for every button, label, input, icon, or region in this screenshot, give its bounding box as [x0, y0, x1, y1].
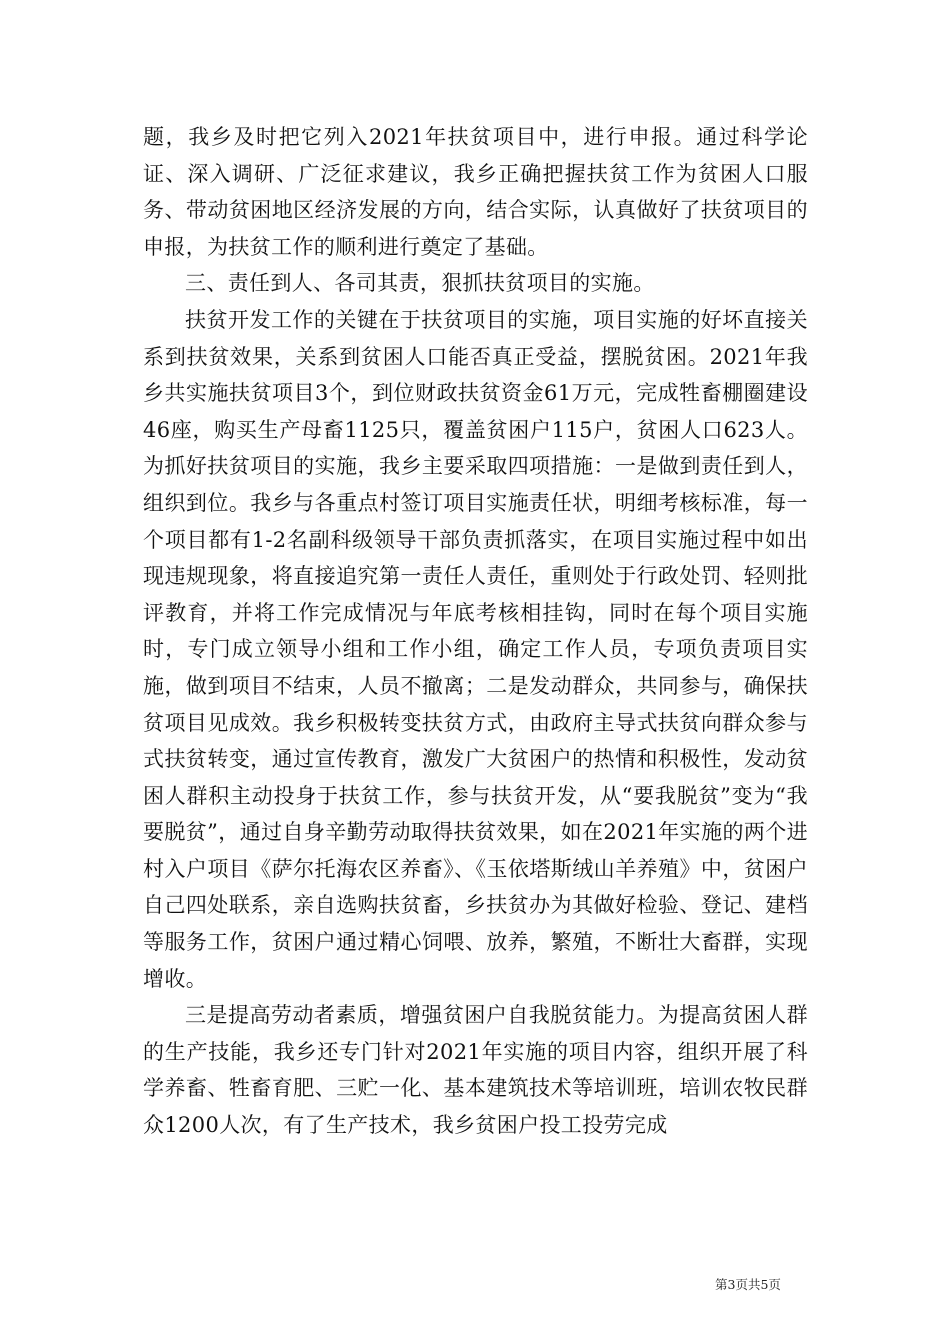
document-body [143, 119, 808, 1144]
paragraph-continuation: 题，我乡及时把它列入2021年扶贫项目中，进行申报。通过科学论证、深入调研、广泛征求建议，我乡正确把握扶贫工作为贫困人口服务、带动贫困地区经济发展的方向，结合实际，认真做好了扶贫项目的申报，为扶贫工作的顺利进行奠定了基础。 [143, 125, 808, 259]
paragraph-project-implementation: 扶贫开发工作的关键在于扶贫项目的实施，项目实施的好坏直接关系到扶贫效果，关系到贫困人口能否真正受益，摆脱贫困。2021年我乡共实施扶贫项目3个，到位财政扶贫资金61万元，完成牲畜棚圈建设46座，购买生产母畜1125只，覆盖贫困户115户，贫困人口623人。为抓好扶贫项目的实施，我乡主要采取四项措施：一是做到责任到人，组织到位。我乡与各重点村签订项目实施责任状，明细考核标准，每一个项目都有1-2名副科级领导干部负责抓落实，在项目实施过程中如出现违规现象，将直接追究第一责任人责任，重则处于行政处罚、轻则批评教育，并将工作完成情况与年底考核相挂钩，同时在每个项目实施时，专门成立领导小组和工作小组，确定工作人员，专项负责项目实施，做到项目不结束，人员不撤离；二是发动群众，共同参与，确保扶贫项目见成效。我乡积极转变扶贫方式，由政府主导式扶贫向群众参与式扶贫转变，通过宣传教育，激发广大贫困户的热情和积极性，发动贫困人群积主动投身于扶贫工作，参与扶贫开发，从“要我脱贫”变为“我要脱贫”，通过自身辛勤劳动取得扶贫效果，如在2021年实施的两个进村入户项目《萨尔托海农区养畜》、《玉依塔斯绒山羊养殖》中，贫困户自己四处联系，亲自选购扶贫畜，乡扶贫办为其做好检验、登记、建档等服务工作，贫困户通过精心饲喂、放养，繁殖，不断壮大畜群，实现增收。 [143, 307, 808, 991]
page-number-footer: 第3页共5页 [715, 1277, 781, 1292]
paragraph-worker-quality: 三是提高劳动者素质，增强贫困户自我脱贫能力。为提高贫困人群的生产技能，我乡还专门针对2021年实施的项目内容，组织开展了科学养畜、牲畜育肥、三贮一化、基本建筑技术等培训班，培训农牧民群众1200人次，有了生产技术，我乡贫困户投工投劳完成 [143, 1003, 808, 1138]
section-heading-three: 三、责任到人、各司其责，狠抓扶贫项目的实施。 [185, 271, 655, 296]
